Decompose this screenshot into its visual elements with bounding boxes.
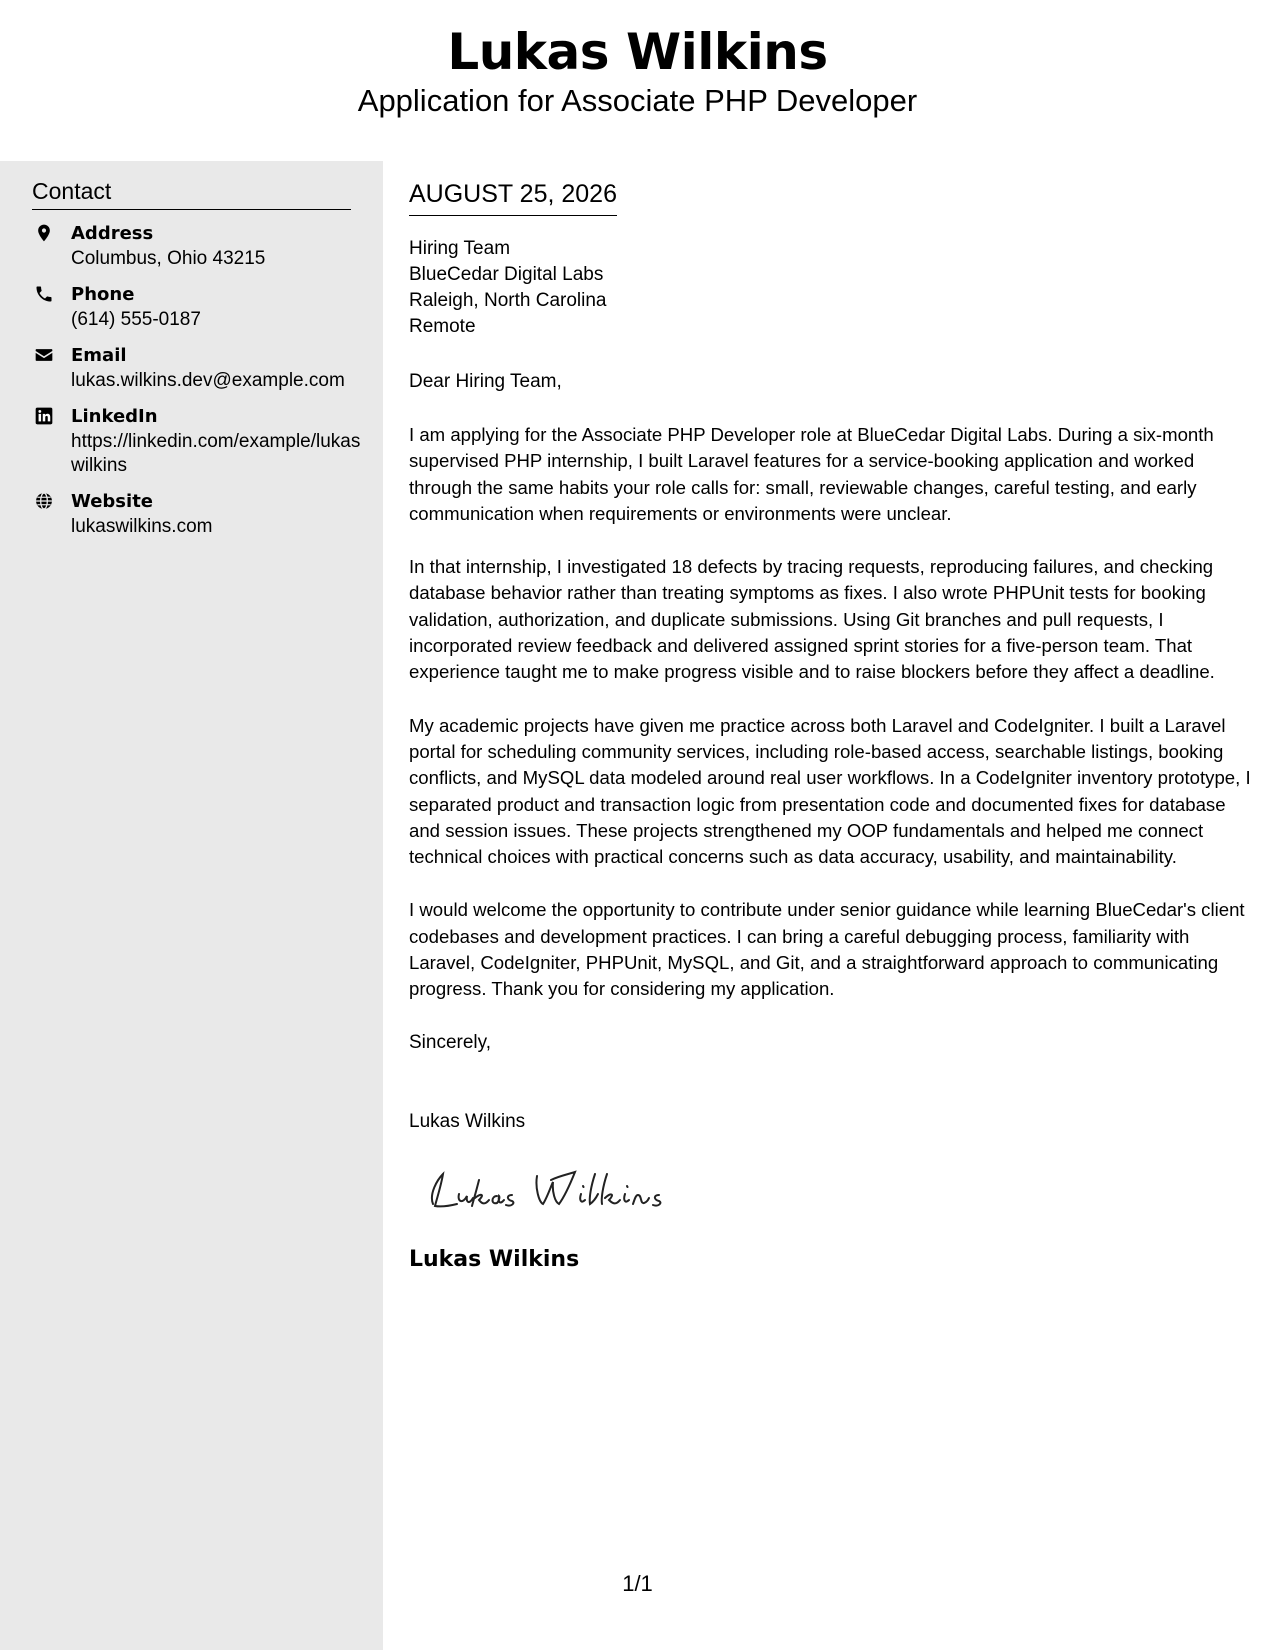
contact-value-linkedin: https://linkedin.com/example/lukaswilkins <box>71 431 361 476</box>
contact-item-email <box>32 343 362 393</box>
recipient-line: Raleigh, North Carolina <box>409 290 607 311</box>
body-paragraph: In that internship, I investigated 18 defects by tracing requests, reproducing failures, and checking database behavior rather than treating symptoms as fixes. I also wrote PHPUnit tests for booking validation, authorization, and duplicate submissions. Using Git branches and pull requests, I incorporated review feedback and delivered assigned sprint stories for a five-person team. That experience taught me to make progress visible and to raise blockers before they affect a deadline. <box>409 556 1215 683</box>
contact-label-phone: Phone <box>71 284 135 305</box>
contact-label-email: Email <box>71 345 127 366</box>
linkedin-icon <box>34 406 54 426</box>
applicant-name: Lukas Wilkins <box>447 23 828 81</box>
globe-icon <box>34 491 54 511</box>
closing: Sincerely, <box>409 1031 492 1053</box>
contact-sidebar <box>0 161 383 1650</box>
signer-name-bold: Lukas Wilkins <box>409 1246 580 1272</box>
contact-value-email: lukas.wilkins.dev@example.com <box>71 370 345 391</box>
contact-item-website <box>32 489 362 539</box>
map-pin-icon <box>34 223 54 243</box>
letter-header <box>0 0 1275 160</box>
contact-label-website: Website <box>71 491 154 512</box>
body-paragraph: I would welcome the opportunity to contribute under senior guidance while learning BlueCedar's client codebases and development practices. I can bring a careful debugging process, familiarity with Laravel, CodeIgniter, PHPUnit, MySQL, and Git, and a straightforward approach to communicating progress. Thank you for considering my application. <box>409 899 1245 1000</box>
body-paragraph: My academic projects have given me practice across both Laravel and CodeIgniter. I built a Laravel portal for scheduling community services, including role-based access, searchable listings, booking conflicts, and MySQL data modeled around real user workflows. In a CodeIgniter inventory prototype, I separated product and transaction logic from presentation code and documented fixes for database and session issues. These projects strengthened my OOP fundamentals and helped me connect technical choices with practical concerns such as data accuracy, usability, and maintainability. <box>409 714 1251 868</box>
contact-label-linkedin: LinkedIn <box>71 406 158 427</box>
contact-item-address <box>32 221 362 271</box>
contact-heading: Contact <box>32 177 351 210</box>
handwritten-signature <box>419 1160 669 1220</box>
contact-item-phone <box>32 282 362 332</box>
recipient-line: Remote <box>409 316 476 337</box>
recipient-line: BlueCedar Digital Labs <box>409 264 604 285</box>
application-subtitle: Application for Associate PHP Developer <box>357 83 918 118</box>
phone-icon <box>34 284 54 304</box>
recipient-block <box>409 236 1254 340</box>
contact-value-phone: (614) 555-0187 <box>71 309 201 330</box>
salutation: Dear Hiring Team, <box>409 371 562 392</box>
page-number: 1/1 <box>622 1571 653 1596</box>
signer-name: Lukas Wilkins <box>409 1110 526 1132</box>
letter-body <box>409 161 1254 1275</box>
contact-label-address: Address <box>71 223 154 244</box>
letter-date: AUGUST 25, 2026 <box>409 179 617 216</box>
contact-list <box>32 221 362 550</box>
recipient-line: Hiring Team <box>409 238 511 259</box>
body-paragraph: I am applying for the Associate PHP Developer role at BlueCedar Digital Labs. During a six-month supervised PHP internship, I built Laravel features for a service-booking application and worked through the same habits your role calls for: small, reviewable changes, careful testing, and early communication when requirements or environments were unclear. <box>409 424 1214 524</box>
envelope-icon <box>34 345 54 365</box>
contact-value-address: Columbus, Ohio 43215 <box>71 248 266 269</box>
contact-item-linkedin <box>32 404 362 478</box>
contact-value-website: lukaswilkins.com <box>71 516 213 537</box>
